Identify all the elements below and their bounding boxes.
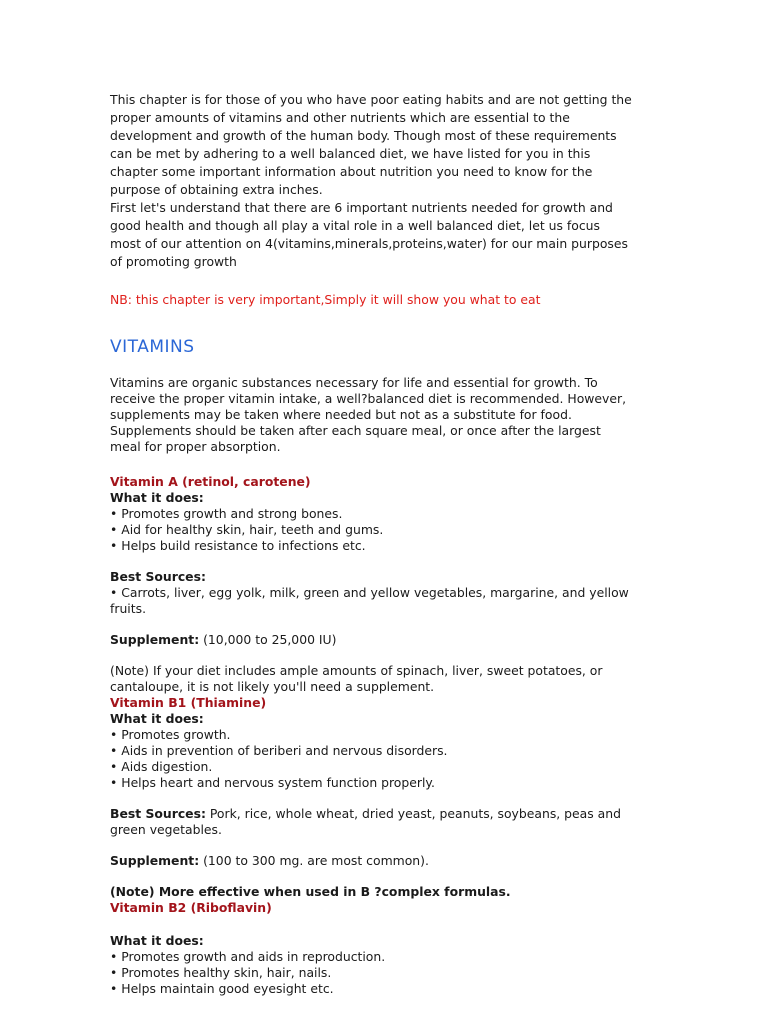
text-line: can be met by adhering to a well balanced diet, we have listed for you in this: [110, 146, 591, 161]
document-page: [110, 91, 670, 997]
vitamin-a-note: [110, 663, 670, 695]
vitamin-a-does-list: [110, 506, 670, 554]
text-line: supplements may be taken where needed but not as a substitute for food.: [110, 407, 572, 422]
vitamin-b1-title: Vitamin B1 (Thiamine): [110, 695, 267, 710]
vitamin-b2-what-label: What it does:: [110, 933, 204, 948]
vitamin-b1-note: (Note) More effective when used in B ?complex formulas.: [110, 884, 511, 899]
list-item: • Promotes growth.: [110, 727, 231, 742]
supplement-label: Supplement:: [110, 632, 200, 647]
vitamins-intro: [110, 375, 670, 455]
text-line: fruits.: [110, 601, 147, 616]
list-item: • Helps maintain good eyesight etc.: [110, 981, 334, 996]
supplement-value: (10,000 to 25,000 IU): [199, 632, 337, 647]
supplement-label: Supplement:: [110, 853, 200, 868]
vitamin-a-title: Vitamin A (retinol, carotene): [110, 474, 311, 489]
vitamin-a-sources-label: Best Sources:: [110, 569, 206, 584]
text-line: development and growth of the human body. Though most of these requirements: [110, 128, 617, 143]
text-line: This chapter is for those of you who have poor eating habits and are not getting the: [110, 92, 632, 107]
text-line: Vitamins are organic substances necessary for life and essential for growth. To: [110, 375, 598, 390]
text-line: green vegetables.: [110, 822, 222, 837]
vitamin-b2-title: Vitamin B2 (Riboflavin): [110, 900, 272, 915]
text-line: chapter some important information about nutrition you need to know for the: [110, 164, 593, 179]
sources-value: Pork, rice, whole wheat, dried yeast, peanuts, soybeans, peas and: [205, 806, 621, 821]
list-item: • Helps build resistance to infections etc.: [110, 538, 366, 553]
text-line: (Note) If your diet includes ample amounts of spinach, liver, sweet potatoes, or: [110, 663, 603, 678]
list-item: • Aids in prevention of beriberi and nervous disorders.: [110, 743, 448, 758]
text-line: Supplements should be taken after each square meal, or once after the largest: [110, 423, 601, 438]
text-line: purpose of obtaining extra inches.: [110, 182, 323, 197]
vitamin-a-what-label: What it does:: [110, 490, 204, 505]
text-line: most of our attention on 4(vitamins,minerals,proteins,water) for our main purposes: [110, 236, 628, 251]
text-line: [110, 806, 670, 822]
text-line: proper amounts of vitamins and other nutrients which are essential to the: [110, 110, 570, 125]
sources-label: Best Sources:: [110, 806, 206, 821]
text-line: First let's understand that there are 6 important nutrients needed for growth and: [110, 200, 613, 215]
vitamins-heading: VITAMINS: [110, 337, 195, 357]
text-line: good health and though all play a vital role in a well balanced diet, let us focus: [110, 218, 600, 233]
list-item: • Helps heart and nervous system function properly.: [110, 775, 435, 790]
vitamin-b1-does-list: [110, 727, 670, 791]
vitamin-a-sources: [110, 585, 670, 617]
vitamin-b1-what-label: What it does:: [110, 711, 204, 726]
supplement-value: (100 to 300 mg. are most common).: [199, 853, 429, 868]
intro-paragraph: [110, 91, 670, 271]
nb-note: NB: this chapter is very important,Simply it will show you what to eat: [110, 292, 541, 307]
list-item: • Promotes healthy skin, hair, nails.: [110, 965, 332, 980]
vitamin-b2-does-list: [110, 949, 670, 997]
vitamin-b1-sources: [110, 806, 670, 838]
text-line: meal for proper absorption.: [110, 439, 281, 454]
vitamin-b1-supplement: [110, 853, 670, 869]
text-line: of promoting growth: [110, 254, 237, 269]
list-item: • Aids digestion.: [110, 759, 213, 774]
list-item: • Promotes growth and aids in reproduction.: [110, 949, 386, 964]
text-line: receive the proper vitamin intake, a well?balanced diet is recommended. However,: [110, 391, 627, 406]
list-item: • Aid for healthy skin, hair, teeth and gums.: [110, 522, 384, 537]
text-line: cantaloupe, it is not likely you'll need a supplement.: [110, 679, 435, 694]
vitamin-a-supplement: [110, 632, 670, 648]
text-line: • Carrots, liver, egg yolk, milk, green and yellow vegetables, margarine, and yellow: [110, 585, 629, 600]
list-item: • Promotes growth and strong bones.: [110, 506, 343, 521]
